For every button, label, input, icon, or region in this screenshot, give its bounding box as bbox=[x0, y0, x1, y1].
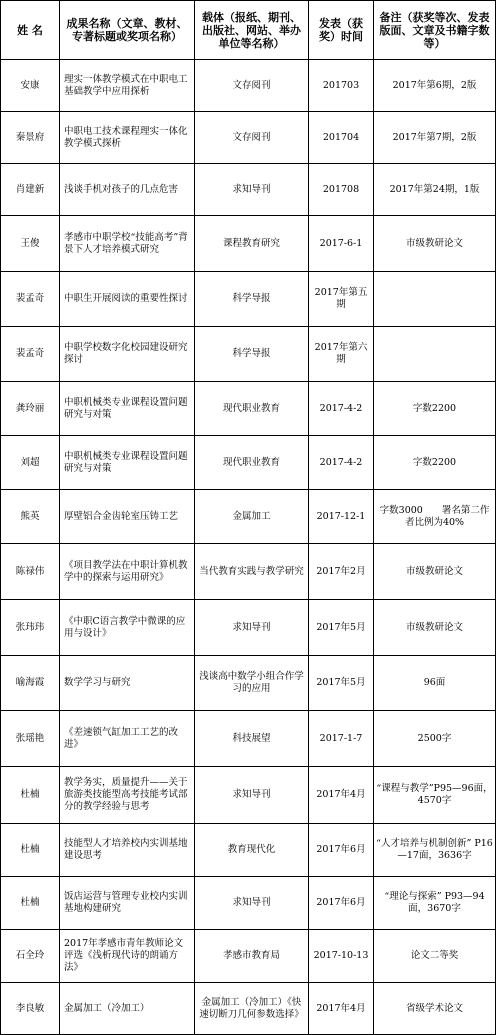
cell-title: 中职生开展阅读的重要性探讨 bbox=[60, 272, 195, 327]
cell-title: 中职机械类专业课程设置问题研究与对策 bbox=[60, 382, 195, 436]
table-row bbox=[1, 60, 496, 112]
cell-name: 李良敏 bbox=[1, 983, 60, 1035]
cell-note: 字数2200 bbox=[374, 436, 496, 490]
cell-carrier: 现代职业教育 bbox=[195, 382, 309, 436]
cell-note: 字数3000 署名第二作者比例为40% bbox=[374, 490, 496, 544]
cell-title: 中职电工技术课程理实一体化教学模式探析 bbox=[60, 112, 195, 164]
header-carrier: 载体（报纸、期刊、出版社、网站、举办单位等名称） bbox=[195, 1, 309, 60]
table-row bbox=[1, 600, 496, 656]
table-row bbox=[1, 272, 496, 327]
table-row bbox=[1, 327, 496, 382]
cell-note: “课程与教学”P95—96面，4570字 bbox=[374, 767, 496, 824]
cell-name: 杜楠 bbox=[1, 877, 60, 930]
cell-time: 2017年第六期 bbox=[309, 327, 374, 382]
cell-title: 厚壁铝合金齿轮室压铸工艺 bbox=[60, 490, 195, 544]
table-row bbox=[1, 436, 496, 490]
cell-name: 杜楠 bbox=[1, 824, 60, 877]
table-row bbox=[1, 824, 496, 877]
cell-name: 杜楠 bbox=[1, 767, 60, 824]
cell-name: 石全玲 bbox=[1, 930, 60, 983]
table-row bbox=[1, 930, 496, 983]
cell-title: 金属加工（冷加工） bbox=[60, 983, 195, 1035]
cell-title: 饭店运营与管理专业校内实训基地构建研究 bbox=[60, 877, 195, 930]
table-row bbox=[1, 112, 496, 164]
cell-time: 2017-6-1 bbox=[309, 216, 374, 272]
cell-note bbox=[374, 272, 496, 327]
cell-carrier: 科技展望 bbox=[195, 711, 309, 767]
cell-name: 刘超 bbox=[1, 436, 60, 490]
cell-note: 省级学术论文 bbox=[374, 983, 496, 1035]
cell-note: “人才培养与机制创新” P16—17面，3636字 bbox=[374, 824, 496, 877]
cell-name: 龚玲丽 bbox=[1, 382, 60, 436]
cell-title: 《差速锁气缸加工工艺的改进》 bbox=[60, 711, 195, 767]
cell-note: 2017年第24期，1版 bbox=[374, 164, 496, 216]
table-row bbox=[1, 983, 496, 1035]
cell-carrier: 科学导报 bbox=[195, 327, 309, 382]
cell-note bbox=[374, 327, 496, 382]
table-row bbox=[1, 877, 496, 930]
cell-time: 2017年2月 bbox=[309, 544, 374, 600]
header-title: 成果名称（文章、教材、专著标题或奖项名称） bbox=[60, 1, 195, 60]
cell-note: 论文二等奖 bbox=[374, 930, 496, 983]
cell-time: 201703 bbox=[309, 60, 374, 112]
table-row bbox=[1, 490, 496, 544]
cell-time: 2017-12-1 bbox=[309, 490, 374, 544]
cell-title: 《中职C语言教学中微课的应用与设计》 bbox=[60, 600, 195, 656]
cell-time: 2017年6月 bbox=[309, 824, 374, 877]
cell-name: 安康 bbox=[1, 60, 60, 112]
cell-time: 2017年4月 bbox=[309, 983, 374, 1035]
cell-note: 96面 bbox=[374, 656, 496, 711]
cell-name: 张玮玮 bbox=[1, 600, 60, 656]
cell-carrier: 浅谈高中数学小组合作学习的应用 bbox=[195, 656, 309, 711]
cell-carrier: 求知导刊 bbox=[195, 600, 309, 656]
cell-name: 肖建新 bbox=[1, 164, 60, 216]
cell-title: 《项目教学法在中职计算机教学中的探索与运用研究》 bbox=[60, 544, 195, 600]
header-row bbox=[1, 1, 496, 60]
cell-note: 市级教研论文 bbox=[374, 600, 496, 656]
cell-title: 中职学校数字化校园建设研究探讨 bbox=[60, 327, 195, 382]
cell-time: 2017年5月 bbox=[309, 656, 374, 711]
cell-title: 孝感市中职学校“技能高考”背景下人才培养模式研究 bbox=[60, 216, 195, 272]
cell-name: 张瑶艳 bbox=[1, 711, 60, 767]
cell-name: 陈禄伟 bbox=[1, 544, 60, 600]
cell-carrier: 求知导刊 bbox=[195, 767, 309, 824]
cell-time: 201708 bbox=[309, 164, 374, 216]
table-row bbox=[1, 711, 496, 767]
cell-note: 市级教研论文 bbox=[374, 544, 496, 600]
cell-time: 2017年4月 bbox=[309, 767, 374, 824]
cell-carrier: 当代教育实践与教学研究 bbox=[195, 544, 309, 600]
cell-time: 2017-10-13 bbox=[309, 930, 374, 983]
cell-name: 王俊 bbox=[1, 216, 60, 272]
cell-note: 2017年第6期，2版 bbox=[374, 60, 496, 112]
cell-carrier: 现代职业教育 bbox=[195, 436, 309, 490]
cell-carrier: 课程教育研究 bbox=[195, 216, 309, 272]
table-row bbox=[1, 767, 496, 824]
cell-title: 浅谈手机对孩子的几点危害 bbox=[60, 164, 195, 216]
cell-name: 裴孟奇 bbox=[1, 327, 60, 382]
cell-time: 2017年第五期 bbox=[309, 272, 374, 327]
cell-name: 熊英 bbox=[1, 490, 60, 544]
table-row bbox=[1, 216, 496, 272]
cell-title: 教学务实，质量提升——关于旅游类技能型高考技能考试部分的教学经验与思考 bbox=[60, 767, 195, 824]
cell-name: 喻海霞 bbox=[1, 656, 60, 711]
cell-time: 2017年6月 bbox=[309, 877, 374, 930]
cell-carrier: 文存阅刊 bbox=[195, 112, 309, 164]
cell-carrier: 教育现代化 bbox=[195, 824, 309, 877]
cell-carrier: 金属加工 bbox=[195, 490, 309, 544]
cell-time: 2017-1-7 bbox=[309, 711, 374, 767]
cell-carrier: 金属加工（冷加工）《快速切断刀几何参数选择》 bbox=[195, 983, 309, 1035]
cell-carrier: 求知导刊 bbox=[195, 877, 309, 930]
cell-time: 2017-4-2 bbox=[309, 436, 374, 490]
cell-note: “理论与探索” P93—94面，3670字 bbox=[374, 877, 496, 930]
cell-title: 2017年孝感市青年教师论文评选《浅析现代诗的朗诵方法》 bbox=[60, 930, 195, 983]
cell-title: 中职机械类专业课程设置问题研究与对策 bbox=[60, 436, 195, 490]
cell-time: 2017-4-2 bbox=[309, 382, 374, 436]
table-row bbox=[1, 544, 496, 600]
header-time: 发表（获奖）时间 bbox=[309, 1, 374, 60]
cell-carrier: 求知导刊 bbox=[195, 164, 309, 216]
cell-title: 数学学习与研究 bbox=[60, 656, 195, 711]
cell-note: 2017年第7期，2版 bbox=[374, 112, 496, 164]
table-row bbox=[1, 382, 496, 436]
cell-title: 理实一体教学模式在中职电工基础教学中应用探析 bbox=[60, 60, 195, 112]
table-row bbox=[1, 656, 496, 711]
header-note: 备注（获奖等次、发表版面、文章及书籍字数等） bbox=[374, 1, 496, 60]
cell-name: 裴孟奇 bbox=[1, 272, 60, 327]
table-row bbox=[1, 164, 496, 216]
cell-time: 2017年5月 bbox=[309, 600, 374, 656]
cell-carrier: 文存阅刊 bbox=[195, 60, 309, 112]
cell-note: 市级教研论文 bbox=[374, 216, 496, 272]
cell-name: 秦景府 bbox=[1, 112, 60, 164]
cell-note: 字数2200 bbox=[374, 382, 496, 436]
cell-carrier: 科学导报 bbox=[195, 272, 309, 327]
header-name: 姓 名 bbox=[1, 1, 60, 60]
cell-note: 2500字 bbox=[374, 711, 496, 767]
cell-time: 201704 bbox=[309, 112, 374, 164]
cell-title: 技能型人才培养校内实训基地建设思考 bbox=[60, 824, 195, 877]
cell-carrier: 孝感市教育局 bbox=[195, 930, 309, 983]
